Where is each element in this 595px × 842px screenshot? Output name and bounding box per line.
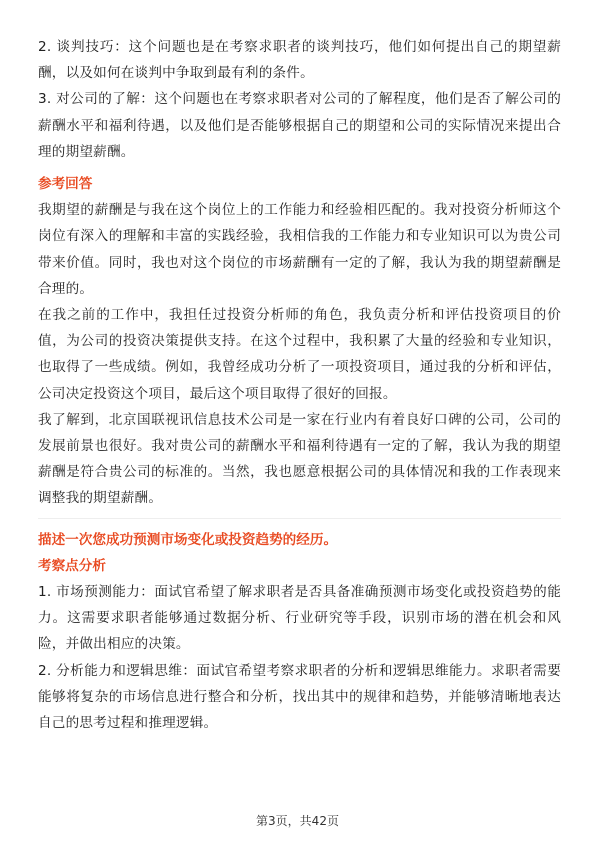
reference-paragraph: 在我之前的工作中，我担任过投资分析师的角色，我负责分析和评估投资项目的价值，为公司的投资决策提供支持。在这个过程中，我积累了大量的经验和专业知识，也取得了一些成绩。例如，我曾经成功分析了一项投资项目，通过我的分析和评估，公司决定投资这个项目，最后这个项目取得了很好的回报。 [38,307,561,402]
analysis-item-logic: 2. 分析能力和逻辑思维：面试官希望考察求职者的分析和逻辑思维能力。求职者需要能够将复杂的市场信息进行整合和分析，找出其中的规律和趋势，并能够清晰地表达自己的思考过程和推理逻辑。 [38,662,561,732]
page-number-footer: 第3页，共42页 [256,814,339,828]
analysis-heading: 考察点分析 [38,557,106,574]
intro-item-negotiation: 2. 谈判技巧：这个问题也是在考察求职者的谈判技巧，他们如何提出自己的期望薪酬，以及如何在谈判中争取到最有利的条件。 [38,39,561,82]
intro-item-company-knowledge: 3. 对公司的了解：这个问题也在考察求职者对公司的了解程度，他们是否了解公司的薪酬水平和福利待遇，以及他们是否能够根据自己的期望和公司的实际情况来提出合理的期望薪酬。 [38,91,561,160]
reference-paragraph: 我了解到，北京国联视讯信息技术公司是一家在行业内有着良好口碑的公司，公司的发展前景也很好。我对贵公司的薪酬水平和福利待遇有一定的了解，我认为我的期望薪酬是符合贵公司的标准的。当然，我也愿意根据公司的具体情况和我的工作表现来调整我的期望薪酬。 [38,411,561,507]
reference-paragraph: 我期望的薪酬是与我在这个岗位上的工作能力和经验相匹配的。我对投资分析师这个岗位有深入的理解和丰富的实践经验，我相信我的工作能力和专业知识可以为贵公司带来价值。同时，我也对这个岗位的市场薪酬有一定的了解，我认为我的期望薪酬是合理的。 [38,202,561,297]
reference-answer-heading: 参考回答 [38,176,93,193]
page-content [38,34,561,736]
analysis-item-market-forecast: 1. 市场预测能力：面试官希望了解求职者是否具备准确预测市场变化或投资趋势的能力。这需要求职者能够通过数据分析、行业研究等手段，识别市场的潜在机会和风险，并做出相应的决策。 [38,584,561,653]
section-divider [38,518,561,519]
interview-question: 描述一次您成功预测市场变化或投资趋势的经历。 [38,531,338,548]
